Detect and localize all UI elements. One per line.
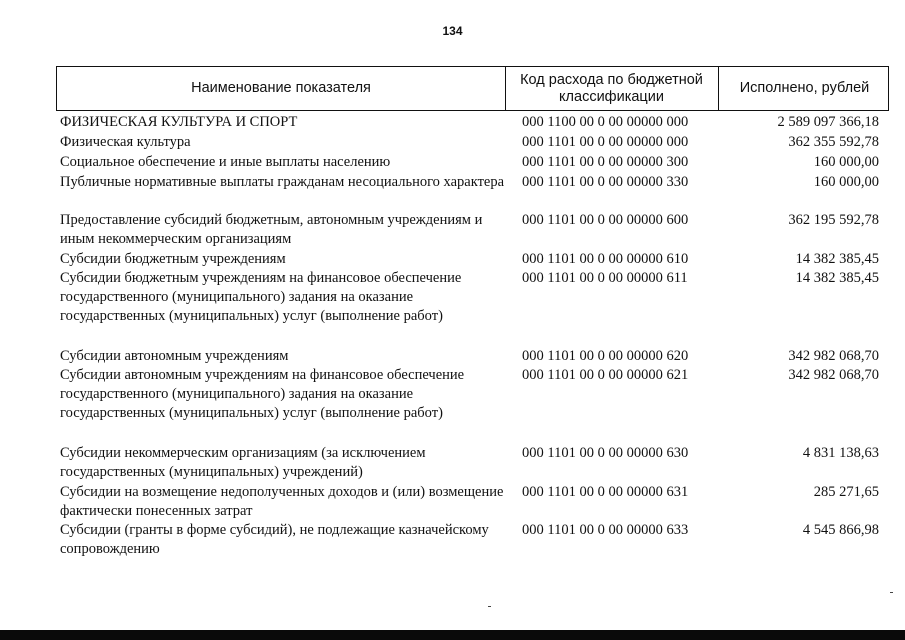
- row-code: 000 1101 00 0 00 00000 611: [522, 270, 688, 286]
- row-amount: 14 382 385,45: [795, 270, 879, 286]
- row-amount: 160 000,00: [813, 154, 879, 170]
- row-name: Предоставление субсидий бюджетным, автономным учреждениям и иным некоммерческим организациям: [60, 212, 483, 247]
- row-code: 000 1101 00 0 00 00000 621: [522, 367, 689, 383]
- row-code: 000 1100 00 0 00 00000 000: [522, 114, 689, 130]
- page-number: 134: [442, 24, 463, 38]
- row-name: ФИЗИЧЕСКАЯ КУЛЬТУРА И СПОРТ: [60, 114, 298, 130]
- header-code: Код расхода по бюджетной классификации: [505, 67, 719, 110]
- scan-edge-bar: [0, 630, 905, 640]
- row-code: 000 1101 00 0 00 00000 600: [522, 212, 689, 228]
- row-code: 000 1101 00 0 00 00000 610: [522, 251, 689, 267]
- row-amount: 362 355 592,78: [788, 134, 879, 150]
- row-name: Физическая культура: [60, 134, 191, 150]
- row-name: Субсидии на возмещение недополученных доходов и (или) возмещение фактически понесенных затрат: [60, 484, 504, 519]
- row-amount: 362 195 592,78: [788, 212, 879, 228]
- row-code: 000 1101 00 0 00 00000 330: [522, 174, 689, 190]
- row-code: 000 1101 00 0 00 00000 300: [522, 154, 689, 170]
- row-name: Публичные нормативные выплаты гражданам несоциального характера: [60, 174, 505, 190]
- header-amount: Исполнено, рублей: [739, 80, 870, 96]
- row-name: Субсидии бюджетным учреждениям на финансовое обеспечение государственного (муниципального) задания на оказание государственных (муниципальных) услуг (выполнение работ): [60, 270, 462, 324]
- row-name: Субсидии некоммерческим организациям (за исключением государственных (муниципальных) учреждений): [60, 445, 426, 480]
- row-amount: 4 831 138,63: [802, 445, 879, 461]
- row-amount: 342 982 068,70: [788, 367, 879, 383]
- row-name: Социальное обеспечение и иные выплаты населению: [60, 154, 391, 170]
- row-code: 000 1101 00 0 00 00000 000: [522, 134, 689, 150]
- row-code: 000 1101 00 0 00 00000 620: [522, 348, 689, 364]
- scan-speck: [890, 592, 893, 593]
- row-amount: 14 382 385,45: [795, 251, 879, 267]
- table-header: [56, 66, 889, 111]
- row-name: Субсидии автономным учреждениям на финансовое обеспечение государственного (муниципального) задания на оказание государственных (муниципальных) услуг (выполнение работ): [60, 367, 465, 421]
- row-code: 000 1101 00 0 00 00000 630: [522, 445, 689, 461]
- row-amount: 285 271,65: [813, 484, 879, 500]
- row-amount: 342 982 068,70: [788, 348, 879, 364]
- row-name: Субсидии бюджетным учреждениям: [60, 251, 286, 267]
- row-name: Субсидии (гранты в форме субсидий), не подлежащие казначейскому сопровождению: [60, 522, 489, 557]
- row-amount: 4 545 866,98: [802, 522, 879, 538]
- row-amount: 160 000,00: [813, 174, 879, 190]
- row-name: Субсидии автономным учреждениям: [60, 348, 289, 364]
- scan-speck: [488, 606, 491, 607]
- header-name: Наименование показателя: [57, 67, 506, 110]
- row-code: 000 1101 00 0 00 00000 633: [522, 522, 689, 538]
- row-code: 000 1101 00 0 00 00000 631: [522, 484, 689, 500]
- row-amount: 2 589 097 366,18: [777, 114, 879, 130]
